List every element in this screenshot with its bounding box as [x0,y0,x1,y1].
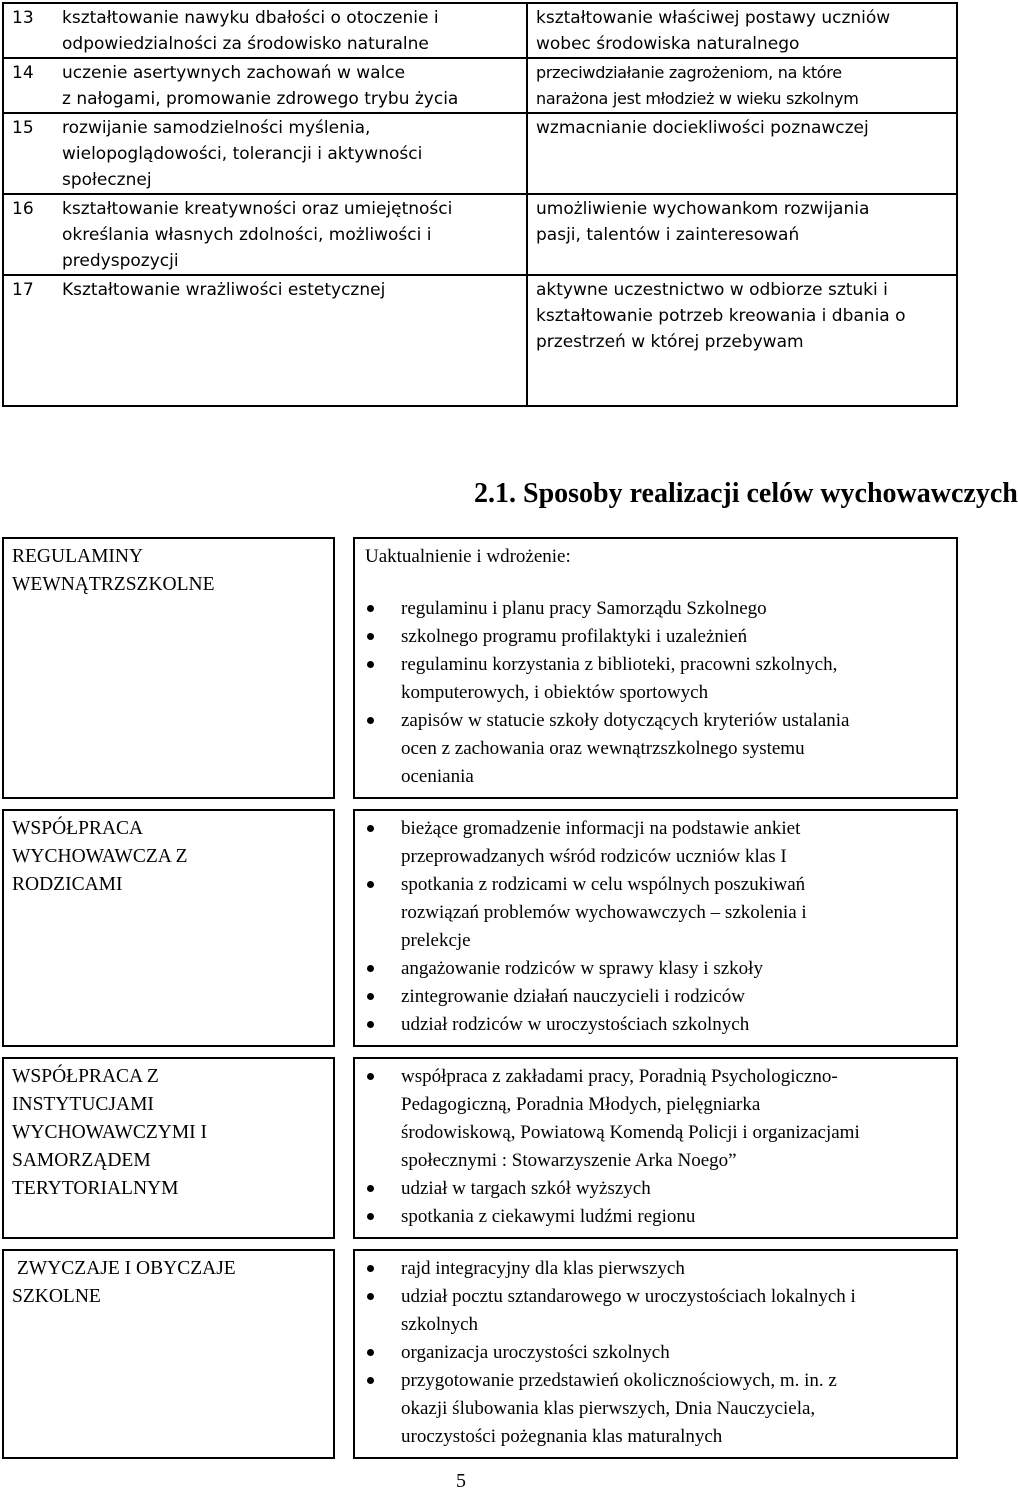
activities-intro: Uaktualnienie i wdrożenie: [365,546,571,567]
goal-row [3,3,957,58]
activity-line: komputerowych, i obiektów sportowych [401,682,709,703]
goal-text-cell [58,194,527,275]
activity-line: organizacja uroczystości szkolnych [401,1342,670,1363]
goal-text-line: kształtowanie nawyku dbałości o otoczenie i [62,8,439,28]
activity-line: zintegrowanie działań nauczycieli i rodziców [401,986,745,1007]
goal-text-cell [58,3,527,58]
section-heading: 2.1. Sposoby realizacji celów wychowawczych [474,478,1018,509]
column-gap [335,1249,353,1459]
goal-number: 14 [3,58,58,113]
task-text-line: kształtowanie potrzeb kreowania i dbania o [536,306,906,326]
activities-list [365,1063,946,1231]
goal-text-cell [58,113,527,194]
activity-item [365,623,946,651]
goal-text-line: wielopoglądowości, tolerancji i aktywności [62,144,423,164]
activity-line: szkolnych [401,1314,479,1335]
goal-number: 13 [3,3,58,58]
task-text-line: przestrzeń w której przebywam [536,332,804,352]
activity-line: szkolnego programu profilaktyki i uzależnień [401,626,748,647]
activity-item [365,1367,946,1451]
activities-list [365,815,946,1039]
activities-cell [353,1057,958,1239]
area-title-line: RODZICAMI [12,874,123,895]
ways-row [2,809,958,1047]
activity-line: ocen z zachowania oraz wewnątrzszkolnego systemu [401,738,805,759]
activity-line: rozwiązań problemów wychowawczych – szkolenia i [401,902,807,923]
page-number: 5 [456,1470,466,1492]
column-gap [335,1057,353,1239]
activity-line: regulaminu korzystania z biblioteki, pracowni szkolnych, [401,654,838,675]
activity-item [365,1063,946,1175]
goal-text-line: kształtowanie kreatywności oraz umiejętności [62,199,453,219]
goal-number: 16 [3,194,58,275]
area-title-line: WSPÓŁPRACA [12,818,144,839]
goal-row [3,275,957,406]
activity-item [365,983,946,1011]
goal-text-line: odpowiedzialności za środowisko naturalne [62,34,429,54]
activity-line: oceniania [401,766,474,787]
task-text-cell [527,3,957,58]
goal-text-line: z nałogami, promowanie zdrowego trybu życia [62,89,459,109]
activity-line: udział pocztu sztandarowego w uroczystościach lokalnych i [401,1286,856,1307]
task-text-line: narażona jest młodzież w wieku szkolnym [536,89,859,108]
activity-item [365,1255,946,1283]
area-title-line: WYCHOWAWCZA Z [12,846,188,867]
activity-item [365,815,946,871]
activities-list [365,1255,946,1451]
activity-line: zapisów w statucie szkoły dotyczących kryteriów ustalania [401,710,850,731]
goal-text-line: społecznej [62,170,152,190]
activities-list [365,595,946,791]
goal-text-cell [58,275,527,406]
task-text-line: aktywne uczestnictwo w odbiorze sztuki i [536,280,888,300]
activity-item [365,871,946,955]
area-title-line: TERYTORIALNYM [12,1178,179,1199]
task-text-line: pasji, talentów i zainteresowań [536,225,800,245]
activity-line: spotkania z rodzicami w celu wspólnych poszukiwań [401,874,806,895]
goal-row [3,194,957,275]
task-text-line: wzmacnianie dociekliwości poznawczej [536,118,869,138]
goals-table [2,2,958,407]
ways-table [2,527,958,1469]
activity-line: współpraca z zakładami pracy, Poradnią Psychologiczno- [401,1066,838,1087]
activities-cell [353,1249,958,1459]
task-text-line: wobec środowiska naturalnego [536,34,800,54]
activities-cell [353,809,958,1047]
activity-line: angażowanie rodziców w sprawy klasy i szkoły [401,958,763,979]
activity-item [365,1203,946,1231]
area-title-cell [2,809,335,1047]
goal-text-line: rozwijanie samodzielności myślenia, [62,118,371,138]
area-title-line: ZWYCZAJE I OBYCZAJE [12,1258,236,1279]
goal-number: 17 [3,275,58,406]
activity-line: udział rodziców w uroczystościach szkolnych [401,1014,750,1035]
activity-line: udział w targach szkół wyższych [401,1178,651,1199]
activity-line: rajd integracyjny dla klas pierwszych [401,1258,685,1279]
area-title-line: WYCHOWAWCZYMI I [12,1122,208,1143]
activity-line: spotkania z ciekawymi ludźmi regionu [401,1206,696,1227]
activity-line: uroczystości pożegnania klas maturalnych [401,1426,723,1447]
column-gap [335,537,353,799]
activity-line: okazji ślubowania klas pierwszych, Dnia Nauczyciela, [401,1398,816,1419]
task-text-cell [527,113,957,194]
area-title-cell [2,537,335,799]
activity-line: przeprowadzanych wśród rodziców uczniów klas I [401,846,787,867]
area-title-cell [2,1249,335,1459]
activity-item [365,1283,946,1339]
area-title-line: SAMORZĄDEM [12,1150,151,1171]
activity-line: bieżące gromadzenie informacji na podstawie ankiet [401,818,801,839]
task-text-line: umożliwienie wychowankom rozwijania [536,199,870,219]
activities-cell [353,537,958,799]
activity-line: przygotowanie przedstawień okolicznościowych, m. in. z [401,1370,837,1391]
activity-item [365,1175,946,1203]
task-text-line: przeciwdziałanie zagrożeniom, na które [536,63,842,82]
ways-row [2,1249,958,1459]
activity-item [365,1339,946,1367]
goal-text-line: Kształtowanie wrażliwości estetycznej [62,280,386,300]
activity-line: Pedagogiczną, Poradnia Młodych, pielęgniarka [401,1094,761,1115]
area-title-line: WSPÓŁPRACA Z [12,1066,159,1087]
area-title-line: REGULAMINY [12,546,144,567]
goal-text-line: predyspozycji [62,251,179,271]
goal-number: 15 [3,113,58,194]
goal-text-line: określania własnych zdolności, możliwości i [62,225,432,245]
area-title-line: WEWNĄTRZSZKOLNE [12,574,215,595]
goal-row [3,58,957,113]
goal-row [3,113,957,194]
activity-item [365,595,946,623]
goals-table-body [3,3,957,406]
activity-line: środowiskową, Powiatową Komendą Policji i organizacjami [401,1122,860,1143]
column-gap [335,809,353,1047]
ways-table-body [2,537,958,1459]
activity-item [365,955,946,983]
activity-line: społecznymi : Stowarzyszenie Arka Noego” [401,1150,737,1171]
activity-line: prelekcje [401,930,471,951]
ways-row [2,537,958,799]
goal-text-line: uczenie asertywnych zachowań w walce [62,63,406,83]
area-title-line: INSTYTUCJAMI [12,1094,154,1115]
activity-item [365,651,946,707]
area-title-line: SZKOLNE [12,1286,101,1307]
task-text-line: kształtowanie właściwej postawy uczniów [536,8,891,28]
area-title-cell [2,1057,335,1239]
goal-text-cell [58,58,527,113]
task-text-cell [527,194,957,275]
ways-row [2,1057,958,1239]
task-text-cell [527,58,957,113]
activity-line: regulaminu i planu pracy Samorządu Szkolnego [401,598,767,619]
activity-item [365,707,946,791]
activity-item [365,1011,946,1039]
task-text-cell [527,275,957,406]
